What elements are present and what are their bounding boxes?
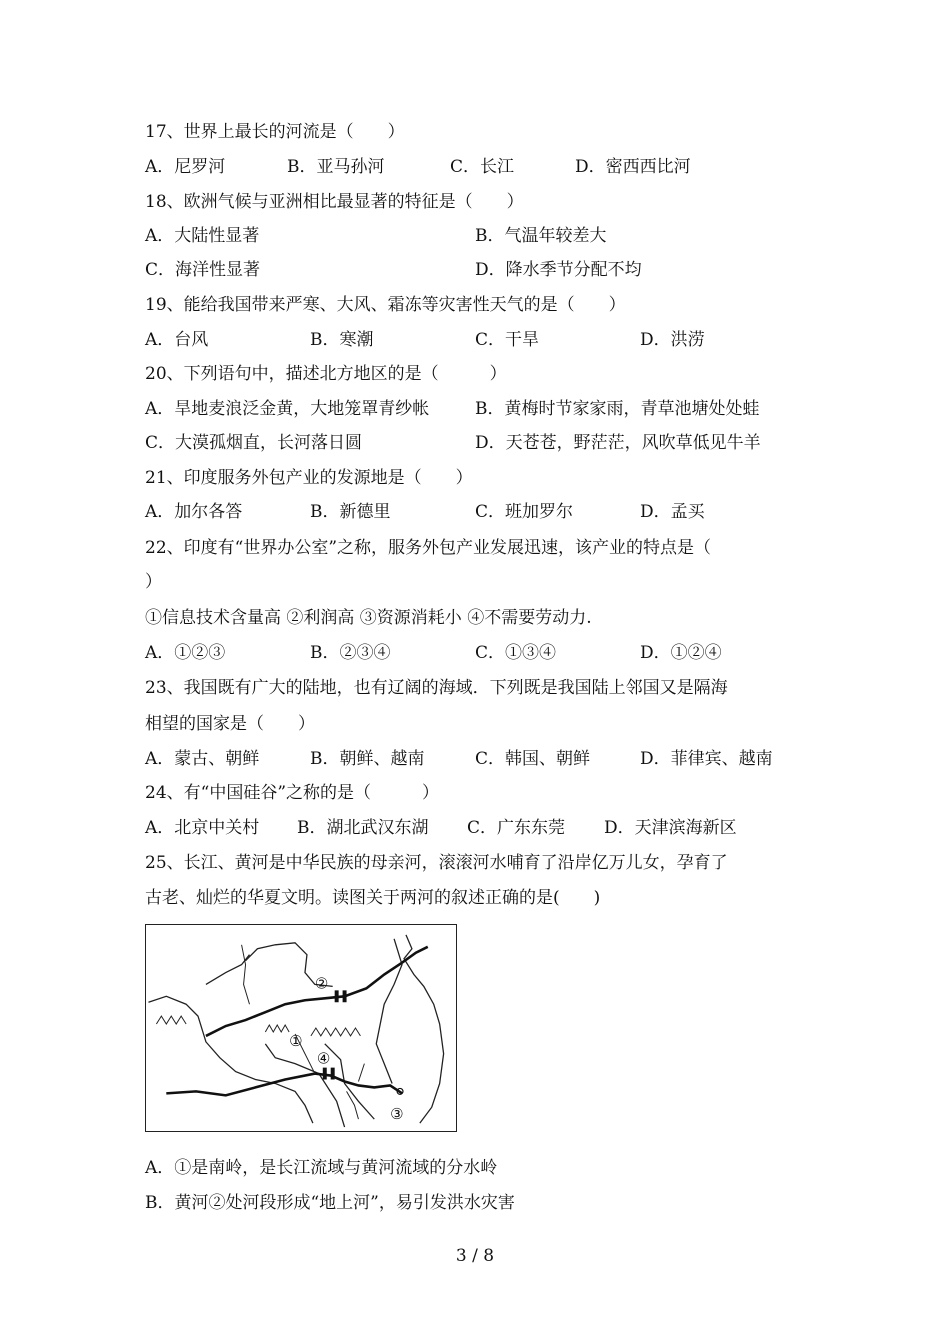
q17-option-b: B．亚马孙河 <box>287 157 385 177</box>
dam-marker <box>331 1068 335 1080</box>
q23-option-a: A．蒙古、朝鲜 <box>145 749 260 769</box>
q23-option-d: D．菲律宾、越南 <box>640 749 773 769</box>
q17-stem: 17、世界上最长的河流是（ ） <box>145 122 405 142</box>
q22-option-b: B．②③④ <box>310 643 391 663</box>
q21-option-a: A．加尔各答 <box>145 502 243 522</box>
q18-option-b: B．气温年较差大 <box>475 226 607 246</box>
q24-option-d: D．天津滨海新区 <box>604 818 737 838</box>
q24-option-a: A．北京中关村 <box>145 818 260 838</box>
q20-stem: 20、下列语句中，描述北方地区的是（ ） <box>145 364 507 384</box>
mountain-symbol <box>311 1028 361 1036</box>
q25-stem-line1: 25、长江、黄河是中华民族的母亲河，滚滚河水哺育了沿岸亿万儿女，孕育了 <box>145 853 728 873</box>
map-south-boundary <box>325 1044 375 1119</box>
q17-option-c: C．长江 <box>450 157 515 177</box>
dam-marker <box>343 990 347 1002</box>
q22-option-a: A．①②③ <box>145 643 226 663</box>
q22-option-d: D．①②④ <box>640 643 722 663</box>
q19-option-d: D．洪涝 <box>640 330 705 350</box>
map-southwest-boundary <box>265 1044 344 1127</box>
q24-option-b: B．湖北武汉东湖 <box>297 818 429 838</box>
q22-stem-line2: ） <box>145 572 162 592</box>
dam-marker <box>335 990 339 1002</box>
q19-option-a: A．台风 <box>145 330 209 350</box>
q24-stem: 24、有“中国硅谷”之称的是（ ） <box>145 783 440 803</box>
tributary-line <box>347 1091 359 1119</box>
tributary-line <box>358 1064 364 1082</box>
q22-statements: ①信息技术含量高 ②利润高 ③资源消耗小 ④不需要劳动力. <box>145 608 592 628</box>
q19-option-b: B．寒潮 <box>310 330 374 350</box>
q18-option-d: D．降水季节分配不均 <box>475 260 642 280</box>
q24-option-c: C．广东东莞 <box>467 818 566 838</box>
map-coastline <box>404 935 444 1123</box>
map-label-4: ④ <box>316 1049 331 1068</box>
q18-option-c: C．海洋性显著 <box>145 260 261 280</box>
q22-stem-line1: 22、印度有“世界办公室”之称，服务外包产业发展迅速，该产业的特点是（ <box>145 538 712 558</box>
map-inner-boundary <box>376 939 402 1084</box>
map-border-line <box>148 996 312 1123</box>
q20-option-b: B．黄梅时节家家雨，青草池塘处处蛙 <box>475 399 760 419</box>
mountain-symbols <box>156 1016 360 1036</box>
q23-stem-line2: 相望的国家是（ ） <box>145 714 315 734</box>
q23-option-b: B．朝鲜、越南 <box>310 749 425 769</box>
rivers-map-svg <box>146 925 456 1131</box>
q17-option-a: A．尼罗河 <box>145 157 226 177</box>
rivers-map-figure <box>145 924 457 1132</box>
mountain-symbol <box>265 1025 289 1032</box>
yangtze-river-line <box>166 1074 402 1096</box>
map-label-1: ① <box>289 1031 303 1050</box>
q18-option-a: A．大陆性显著 <box>145 226 260 246</box>
q25-stem-line2: 古老、灿烂的华夏文明。读图关于两河的叙述正确的是( ) <box>145 888 601 908</box>
q19-stem: 19、能给我国带来严寒、大风、霜冻等灾害性天气的是（ ） <box>145 295 626 315</box>
tributary-line <box>242 945 250 1004</box>
q23-option-c: C．韩国、朝鲜 <box>475 749 591 769</box>
q19-option-c: C．干旱 <box>475 330 540 350</box>
mountain-symbol <box>156 1016 186 1024</box>
q23-stem-line1: 23、我国既有广大的陆地，也有辽阔的海域．下列既是我国陆上邻国又是隔海 <box>145 678 728 698</box>
q21-option-b: B．新德里 <box>310 502 391 522</box>
map-label-2: ② <box>314 974 329 993</box>
q20-option-a: A．旱地麦浪泛金黄，大地笼罩青纱帐 <box>145 399 430 419</box>
q22-option-c: C．①③④ <box>475 643 557 663</box>
q20-option-c: C．大漠孤烟直，长河落日圆 <box>145 433 363 453</box>
dam-marker <box>323 1068 327 1080</box>
q21-option-d: D．孟买 <box>640 502 705 522</box>
q25-option-b: B．黄河②处河段形成“地上河”，易引发洪水灾害 <box>145 1193 515 1213</box>
map-boundary-west <box>206 955 250 985</box>
q17-option-d: D．密西西比河 <box>575 157 691 177</box>
page-number: 3 / 8 <box>455 1246 495 1266</box>
q25-option-a: A．①是南岭，是长江流域与黄河流域的分水岭 <box>145 1158 498 1178</box>
q21-option-c: C．班加罗尔 <box>475 502 574 522</box>
q20-option-d: D．天苍苍，野茫茫，风吹草低见牛羊 <box>475 433 761 453</box>
map-label-3: ③ <box>390 1105 404 1124</box>
q18-stem: 18、欧洲气候与亚洲相比最显著的特征是（ ） <box>145 192 524 212</box>
q21-stem: 21、印度服务外包产业的发源地是（ ） <box>145 468 473 488</box>
